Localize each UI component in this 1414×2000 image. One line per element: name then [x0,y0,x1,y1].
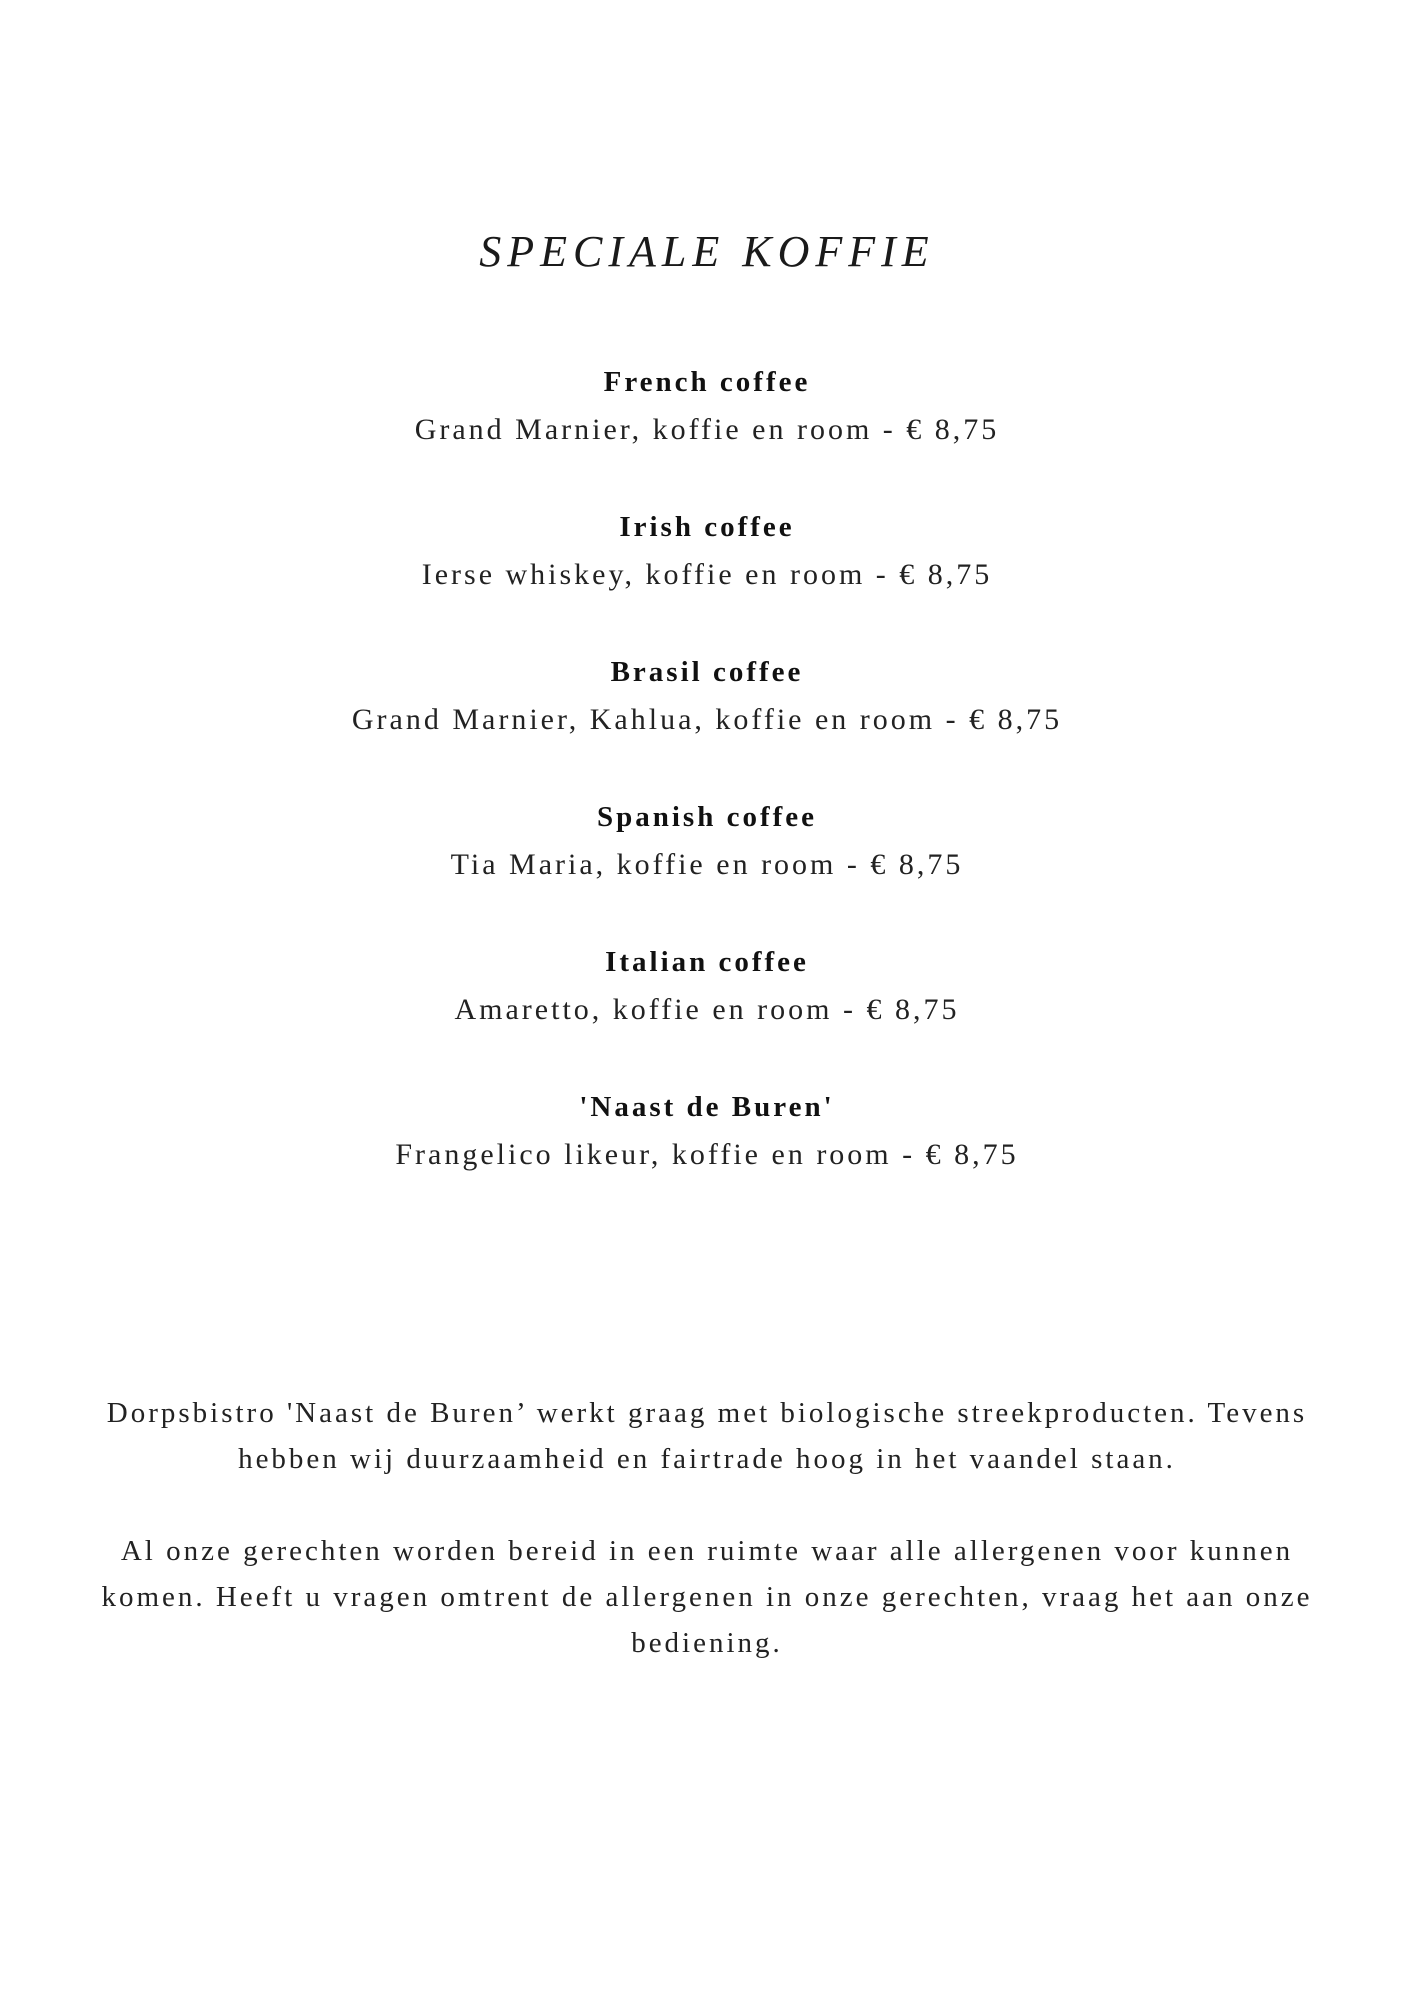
item-name: 'Naast de Buren' [579,1091,835,1123]
menu-item-naast-de-buren [0,1085,1414,1230]
menu-item-french-coffee [0,360,1414,505]
footer-notes [100,1390,1314,1712]
item-description: Grand Marnier, Kahlua, koffie en room - € 8,75 [351,703,1063,736]
page-title: SPECIALE KOFFIE [479,227,935,276]
allergen-note: Al onze gerechten worden bereid in een ruimte waar alle allergenen voor kunnen komen. Heeft u vragen omtrent de allergenen in onze gerechten, vraag het aan onze bediening. [101,1535,1313,1659]
menu-item-italian-coffee [0,940,1414,1085]
menu-item-spanish-coffee [0,795,1414,940]
item-description: Tia Maria, koffie en room - € 8,75 [450,848,964,881]
item-name: Italian coffee [605,946,809,978]
sustainability-note: Dorpsbistro 'Naast de Buren’ werkt graag met biologische streekproducten. Tevens hebben wij duurzaamheid en fairtrade hoog in het vaandel staan. [106,1397,1308,1475]
item-description: Amaretto, koffie en room - € 8,75 [454,993,960,1026]
menu-item-brasil-coffee [0,650,1414,795]
item-name: Brasil coffee [610,656,804,688]
item-name: Spanish coffee [596,801,818,833]
item-description: Grand Marnier, koffie en room - € 8,75 [414,413,1000,446]
menu-list [0,360,1414,1230]
item-description: Frangelico likeur, koffie en room - € 8,75 [395,1138,1019,1171]
menu-item-irish-coffee [0,505,1414,650]
item-name: French coffee [603,366,811,398]
item-description: Ierse whiskey, koffie en room - € 8,75 [421,558,993,591]
item-name: Irish coffee [619,511,795,543]
